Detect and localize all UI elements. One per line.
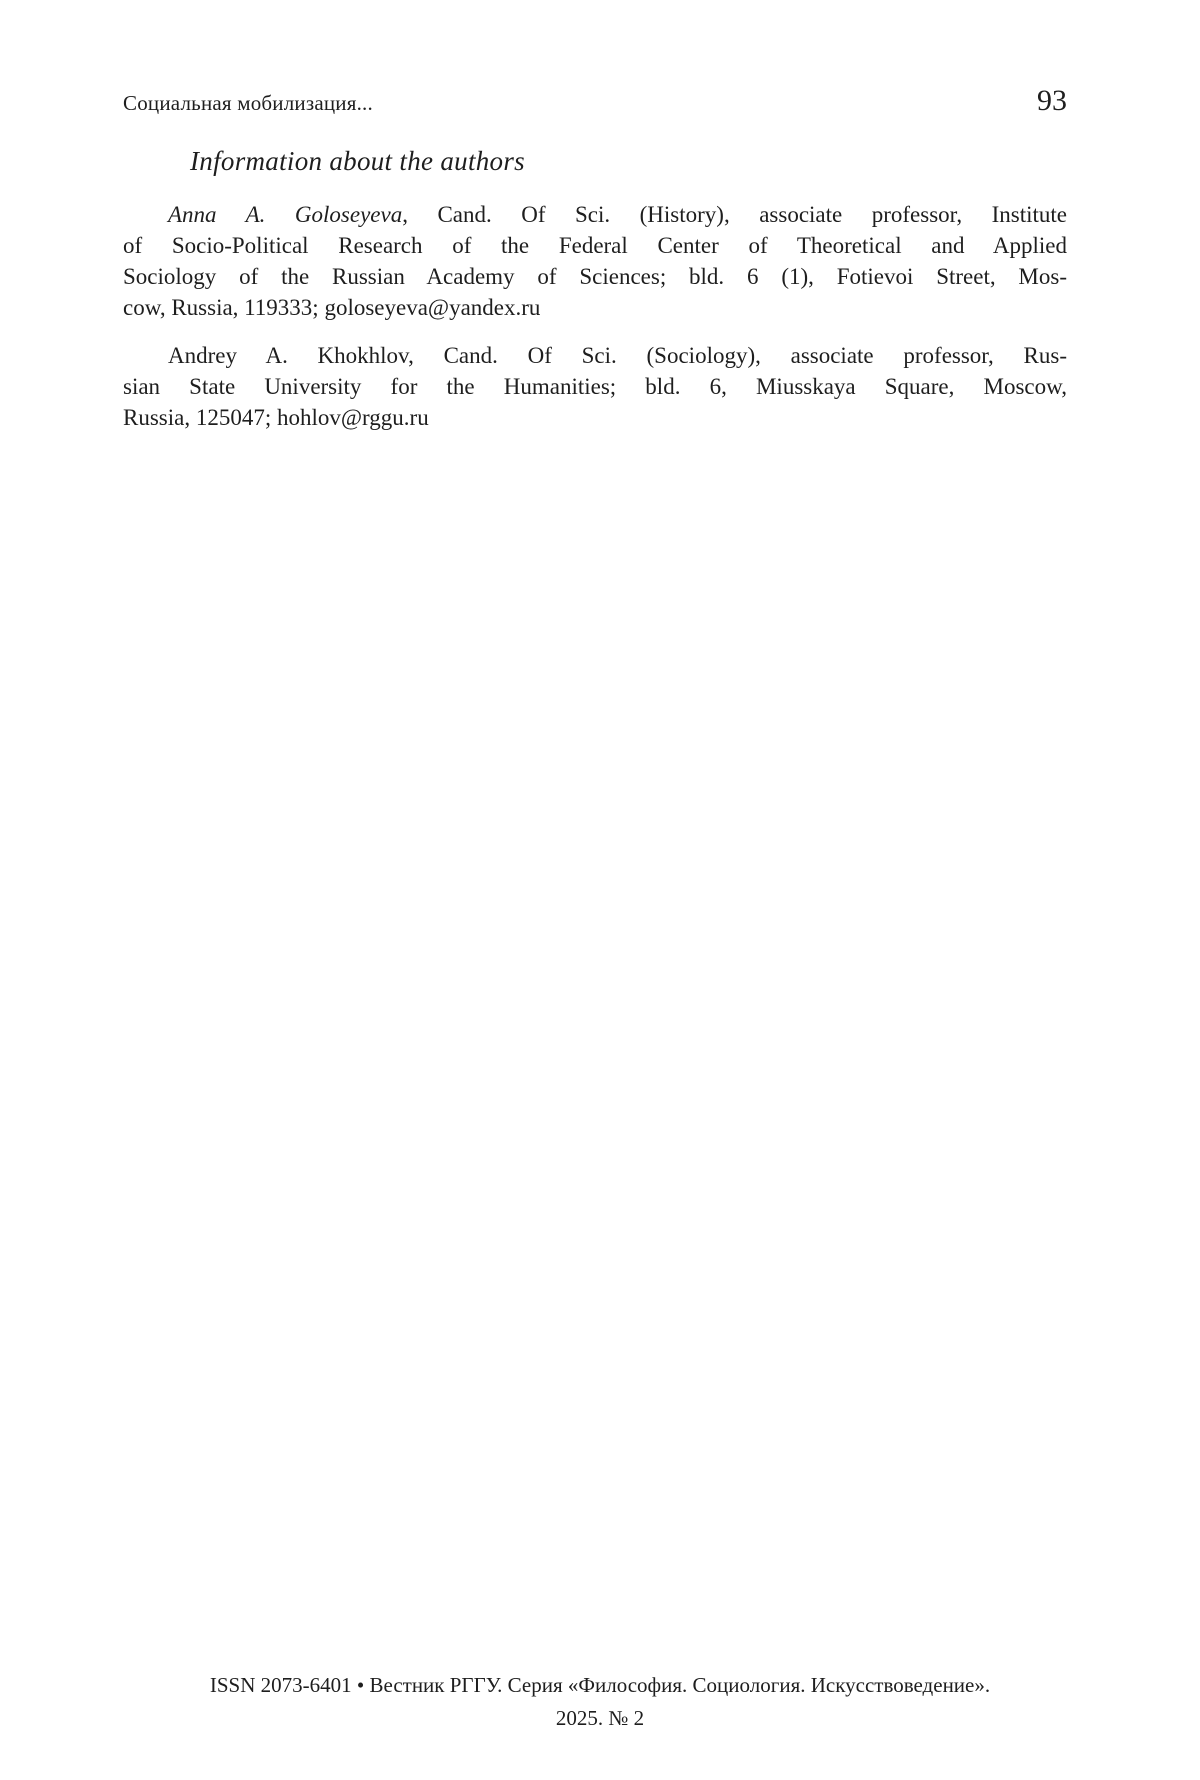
author-paragraph-line: Russia, 125047; hohlov@rggu.ru	[123, 405, 429, 430]
author-paragraph-line: of Socio-Political Research of the Federal Center of Theoretical and Applied	[123, 233, 1067, 258]
author-paragraph-khokhlov	[123, 340, 1067, 433]
author-paragraph-line	[123, 199, 1067, 230]
running-header-title: Социальная мобилизация...	[123, 91, 373, 115]
section-heading: Information about the authors	[190, 146, 525, 176]
footer-issue-line: 2025. № 2	[555, 1706, 645, 1730]
journal-footer	[0, 1669, 1200, 1735]
author-name: Andrey A. Khokhlov	[168, 343, 409, 368]
running-head	[123, 84, 1067, 118]
author-paragraph-line: sian State University for the Humanities; bld. 6, Miusskaya Square, Moscow,	[123, 374, 1067, 399]
footer-issn-line: ISSN 2073-6401 • Вестник РГГУ. Серия «Философия. Социология. Искусствоведение».	[209, 1673, 991, 1697]
author-paragraph-line	[123, 340, 1067, 371]
author-line-text: , Cand. Of Sci. (Sociology), associate professor, Rus-	[408, 343, 1067, 368]
author-paragraph-line: cow, Russia, 119333; goloseyeva@yandex.ru	[123, 295, 541, 320]
page-number: 93	[1037, 84, 1067, 117]
author-line-text: , Cand. Of Sci. (History), associate professor, Institute	[402, 202, 1068, 227]
author-paragraph-goloseyeva	[123, 199, 1067, 323]
author-name: Anna A. Goloseyeva	[168, 202, 403, 227]
author-paragraph-line: Sociology of the Russian Academy of Sciences; bld. 6 (1), Fotievoi Street, Mos-	[123, 264, 1067, 289]
